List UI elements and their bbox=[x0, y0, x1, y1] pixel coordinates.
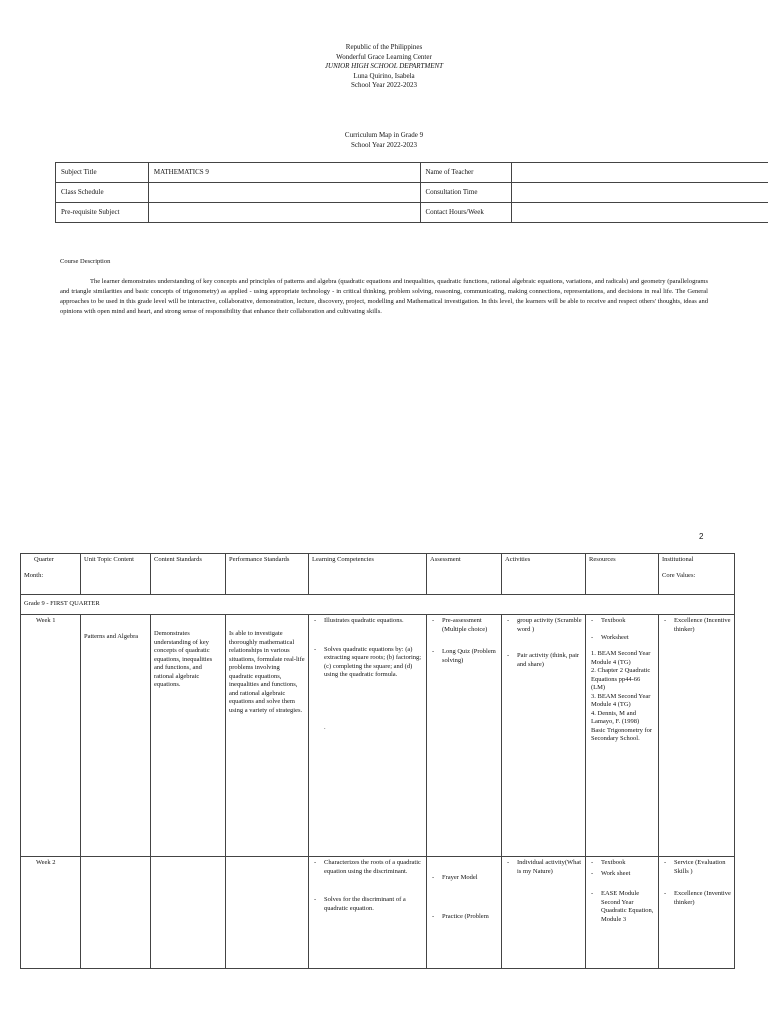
list-item: - Worksheet bbox=[589, 634, 655, 643]
performance-standards-header: Performance Standards bbox=[226, 554, 309, 595]
header-line-address: Luna Quirino, Isabela bbox=[353, 71, 415, 80]
schedule-label: Class Schedule bbox=[56, 183, 149, 203]
teacher-value bbox=[512, 163, 768, 183]
competency-list bbox=[312, 617, 423, 732]
resources-header: Resources bbox=[586, 554, 659, 595]
unit-topic bbox=[81, 857, 151, 969]
quarter-header: Quarter bbox=[34, 556, 54, 563]
month-header: Month: bbox=[24, 571, 44, 579]
list-item: - group activity (Scramble word ) bbox=[505, 617, 582, 634]
learning-competencies-header: Learning Competencies bbox=[309, 554, 427, 595]
resources-cell bbox=[586, 615, 659, 857]
activities-cell bbox=[502, 857, 586, 969]
core-values-list bbox=[662, 617, 731, 634]
list-item: - Textbook bbox=[589, 617, 655, 626]
week-label: Week 1 bbox=[21, 615, 81, 857]
header-line-department: JUNIOR HIGH SCHOOL DEPARTMENT bbox=[324, 62, 444, 70]
list-item: - Long Quiz (Problem solving) bbox=[430, 648, 498, 665]
resources-cell bbox=[586, 857, 659, 969]
course-description-label: Course Description bbox=[60, 258, 111, 265]
table-row bbox=[21, 615, 735, 857]
consultation-value bbox=[512, 183, 768, 203]
quarter-row bbox=[21, 595, 735, 615]
subject-title-label: Subject Title bbox=[56, 163, 149, 183]
unit-header: Unit Topic Content bbox=[81, 554, 151, 595]
activities-cell bbox=[502, 615, 586, 857]
header-line-school: Wonderful Grace Learning Center bbox=[336, 52, 432, 61]
performance-standard: Is able to investigate thoroughly mathematical relationships in various situations, formulate real-life problems involving quadratic equations, inequalities and functions, and rational algebraic equations and solve them using a variety of strategies. bbox=[226, 615, 309, 857]
unit-topic: Patterns and Algebra bbox=[81, 615, 151, 857]
document-title bbox=[0, 131, 768, 150]
list-item: - Excellence (Incentive thinker) bbox=[662, 617, 731, 634]
week-label: Week 2 bbox=[21, 857, 81, 969]
list-item: - Solves for the discriminant of a quadratic equation. bbox=[312, 896, 423, 913]
list-item: - Solves quadratic equations by: (a) extracting square roots; (b) factoring; (c) completing the square; and (d) using the quadratic formula. bbox=[312, 646, 423, 680]
subject-title-value: MATHEMATICS 9 bbox=[148, 163, 420, 183]
table-row bbox=[56, 203, 768, 223]
header-line-school-year: School Year 2022-2023 bbox=[351, 81, 417, 89]
activities-list bbox=[505, 859, 582, 876]
assessment-header: Assessment bbox=[427, 554, 502, 595]
activities-header: Activities bbox=[502, 554, 586, 595]
list-item: - Excellence (Inventive thinker) bbox=[662, 890, 731, 907]
list-item: - Individual activity(What is my Nature) bbox=[505, 859, 582, 876]
assessment-cell bbox=[427, 857, 502, 969]
assessment-list bbox=[430, 617, 498, 665]
resources-list bbox=[589, 859, 655, 924]
content-standards-header: Content Standards bbox=[151, 554, 226, 595]
table-row bbox=[21, 857, 735, 969]
list-item: - Textbook bbox=[589, 859, 655, 868]
activities-list bbox=[505, 617, 582, 669]
list-item: - Frayer Model bbox=[430, 874, 498, 883]
subject-info-table bbox=[55, 162, 768, 223]
schedule-value bbox=[148, 183, 420, 203]
learning-competencies bbox=[309, 857, 427, 969]
list-item: - Practice (Problem bbox=[430, 913, 498, 922]
list-item: - Characterizes the roots of a quadratic equation using the discriminant. bbox=[312, 859, 423, 876]
list-item: - Pair activity (think, pair and share) bbox=[505, 652, 582, 669]
list-item: - Pre-assessment (Multiple choice) bbox=[430, 617, 498, 634]
list-item: 1. BEAM Second Year Module 4 (TG) 2. Chapter 2 Quadratic Equations pp44-66 (LM) 3. BEAM Second Year Module 4 (TG) 4. Dennis, M and Lamayo, F. (1998) Basic Trigonometry for Secondary School. bbox=[591, 650, 653, 742]
quarter-month-header bbox=[21, 554, 81, 595]
content-standard bbox=[151, 857, 226, 969]
institutional-header bbox=[659, 554, 735, 595]
prerequisite-label: Pre-requisite Subject bbox=[56, 203, 149, 223]
list-item: - Service (Evaluation Skills ) bbox=[662, 859, 731, 876]
list-item: - Illustrates quadratic equations. bbox=[312, 617, 423, 626]
curriculum-table bbox=[20, 553, 735, 969]
learning-competencies bbox=[309, 615, 427, 857]
quarter-label: Grade 9 - FIRST QUARTER bbox=[21, 595, 735, 615]
header-line-republic: Republic of the Philippines bbox=[345, 43, 423, 51]
table-row bbox=[56, 183, 768, 203]
competency-list bbox=[312, 859, 423, 913]
page-number: 2 bbox=[699, 532, 704, 541]
list-item: - EASE Module Second Year Quadratic Equation, Module 3 bbox=[589, 890, 655, 924]
contact-hours-label: Contact Hours/Week bbox=[420, 203, 512, 223]
curriculum-map-title: Curriculum Map in Grade 9 bbox=[344, 131, 424, 139]
institutional-label: Institutional bbox=[662, 556, 694, 563]
core-values-list bbox=[662, 859, 731, 907]
curriculum-map-school-year: School Year 2022-2023 bbox=[351, 140, 417, 149]
assessment-list bbox=[430, 874, 498, 921]
document-header bbox=[0, 43, 768, 91]
teacher-label: Name of Teacher bbox=[420, 163, 512, 183]
list-item: - Work sheet bbox=[589, 870, 655, 879]
prerequisite-value bbox=[148, 203, 420, 223]
performance-standard bbox=[226, 857, 309, 969]
resources-list bbox=[589, 617, 655, 744]
contact-hours-value bbox=[512, 203, 768, 223]
table-row bbox=[56, 163, 768, 183]
core-values-cell bbox=[659, 615, 735, 857]
content-standard: Demonstrates understanding of key concepts of quadratic equations, inequalities and functions, and rational algebraic equations. bbox=[151, 615, 226, 857]
course-description-text: The learner demonstrates understanding of key concepts and principles of patterns and algebra (quadratic equations and inequalities, quadratic functions, rational algebraic equations, variations, and radicals) and geometry (parallelograms and triangle similarities and basic concepts of trigonometry) as applied - using appropriate technology - in critical thinking, problem solving, reasoning, communicating, making connections, representations, and decisions in real life. The General approaches to be used in this grade level will be interactive, collaborative, demonstration, lecture, discovery, project, modelling and Mathematical investigation. In this level, the learners will be able to receive and respect others' thoughts, ideas and opinions with open mind and heart, and strong sense of responsibility that enhance their collaboration and cultivating skills. bbox=[60, 278, 708, 315]
assessment-cell bbox=[427, 615, 502, 857]
consultation-label: Consultation Time bbox=[420, 183, 512, 203]
list-item: . bbox=[324, 723, 326, 731]
core-values-cell bbox=[659, 857, 735, 969]
table-header-row bbox=[21, 554, 735, 595]
core-values-label: Core Values: bbox=[662, 571, 696, 579]
